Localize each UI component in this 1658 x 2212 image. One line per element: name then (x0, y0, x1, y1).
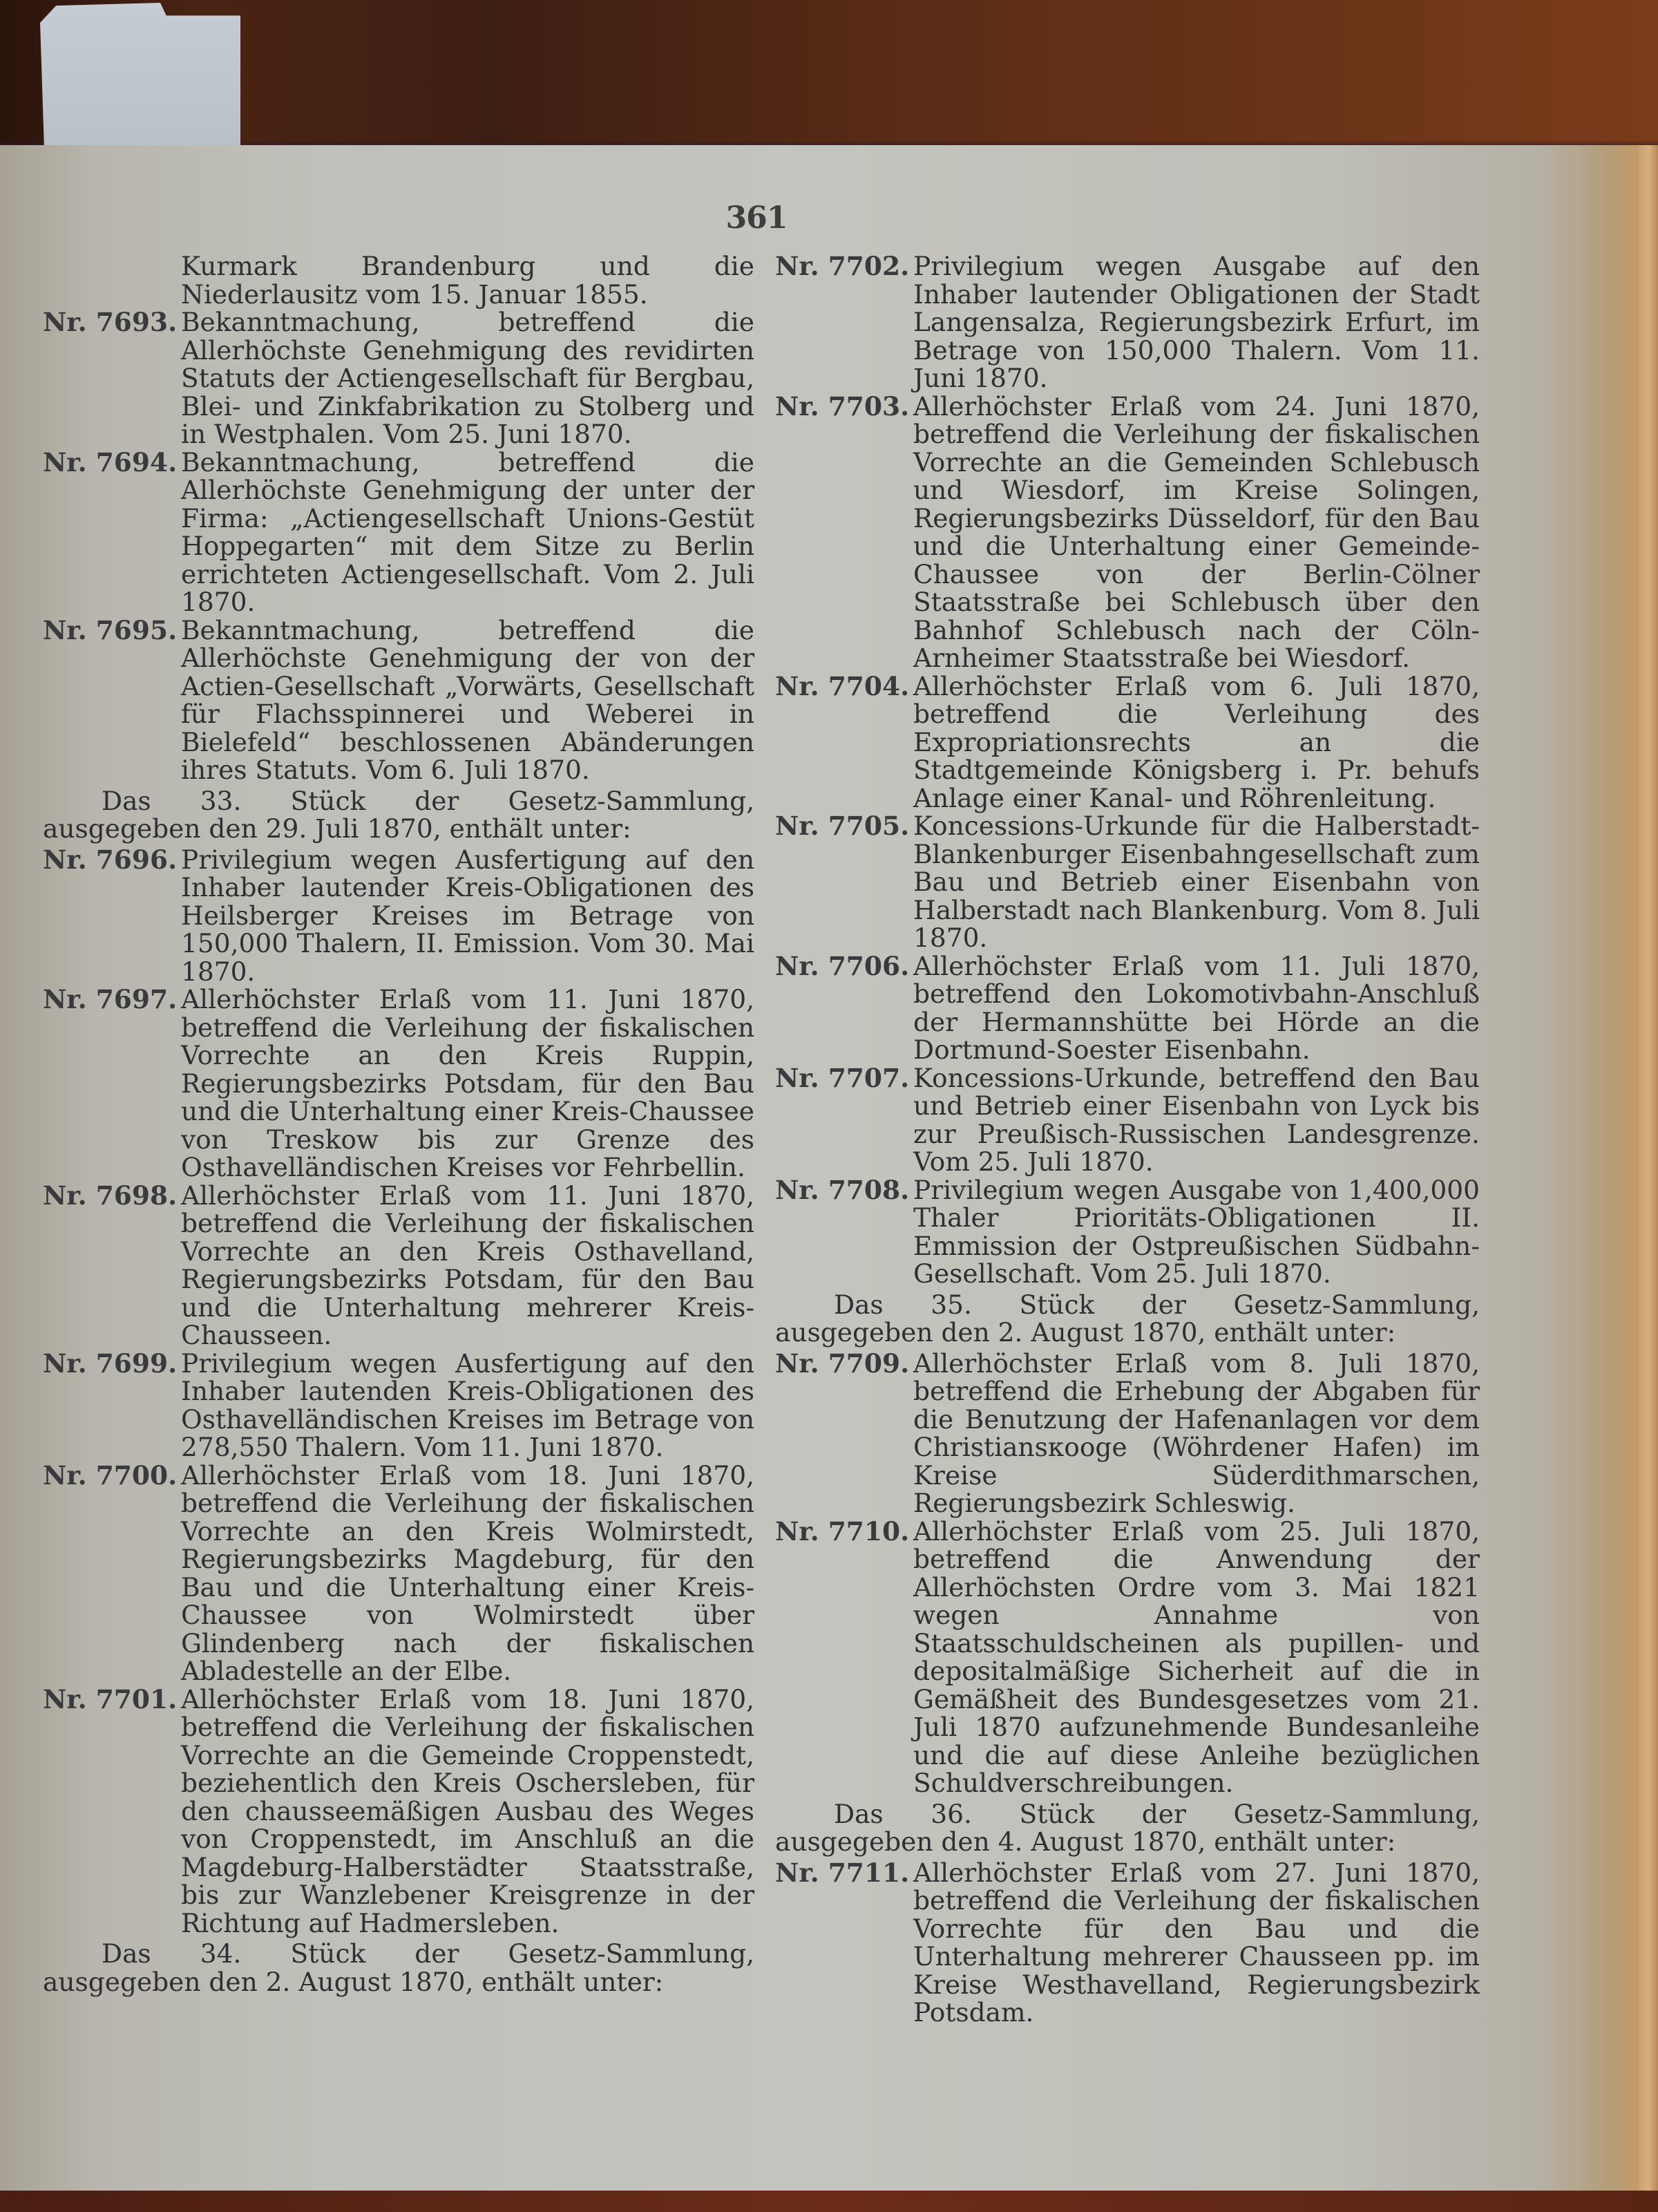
entry-text: Allerhöchster Erlaß vom 11. Juli 1870, betreffend den Lokomotivbahn-Anschluß der Hermannshütte bei Hörde an die Dortmund-Soester Eisenbahn. (913, 950, 1480, 1065)
law-entry (43, 448, 754, 616)
law-entry (775, 390, 1480, 673)
entry-number: Nr. 7702. (775, 251, 910, 281)
entry-text: Privilegium wegen Ausfertigung auf den Inhaber lautenden Kreis-Obligationen des Osthavelländischen Kreises im Betrage von 278,550 Thalern. Vom 11. Juni 1870. (181, 1348, 754, 1462)
entry-number: Nr. 7699. (43, 1348, 178, 1379)
law-entry (43, 846, 754, 986)
law-entry (43, 616, 754, 784)
entry-number: Nr. 7695. (43, 614, 178, 645)
entry-number: Nr. 7711. (775, 1857, 910, 1888)
right-column-entries (775, 252, 1480, 2027)
entry-number: Nr. 7698. (43, 1180, 178, 1211)
entry-number: Nr. 7708. (775, 1174, 910, 1205)
entry-number: Nr. 7701. (43, 1683, 178, 1714)
entry-text: Koncessions-Urkunde für die Halberstadt-Blankenburger Eisenbahngesellschaft zum Bau und Betrieb einer Eisenbahn von Halberstadt nach Blankenburg. Vom 8. Juli 1870. (913, 811, 1480, 953)
law-entry (43, 1350, 754, 1462)
issue-announcement: Das 35. Stück der Gesetz-Sammlung, ausgegeben den 2. August 1870, enthält unter: (775, 1289, 1480, 1348)
law-entry (43, 1685, 754, 1938)
entry-number: Nr. 7709. (775, 1348, 910, 1379)
entry-text: Allerhöchster Erlaß vom 18. Juni 1870, betreffend die Verleihung der fiskalischen Vorrechte an die Gemeinde Croppenstedt, beziehentlich den Kreis Oschersleben, für den chausseemäßigen Ausbau des Weges von Croppenstedt, im Anschluß an die Magdeburg-Halberstädter Staatsstraße, bis zur Wanzlebener Kreisgrenze in der Richtung auf Hadmersleben. (181, 1683, 754, 1938)
law-entry (775, 1515, 1480, 1798)
entry-text: Allerhöchster Erlaß vom 24. Juni 1870, betreffend die Verleihung der fiskalischen Vorrechte an die Gemeinden Schlebusch und Wiesdorf, im Kreise Solingen, Regierungsbezirks Düsseldorf, für den Bau und die Unterhaltung einer Gemeinde-Chaussee von der Berlin-Cölner Staatsstraße bei Schlebusch über den Bahnhof Schlebusch nach der Cöln-Arnheimer Staatsstraße bei Wiesdorf. (913, 390, 1480, 673)
law-entry (775, 1176, 1480, 1288)
right-column (775, 252, 1480, 2027)
issue-announcement: Das 36. Stück der Gesetz-Sammlung, ausgegeben den 4. August 1870, enthält unter: (775, 1798, 1480, 1857)
entry-text: Bekanntmachung, betreffend die Allerhöchste Genehmigung der unter der Firma: „Actiengesellschaft Unions-Gestüt Hoppegarten“ mit dem Sitze zu Berlin errichteten Actiengesellschaft. Vom 2. Juli 1870. (181, 446, 754, 617)
left-column (43, 252, 754, 1998)
law-entry (775, 952, 1480, 1064)
law-entry (43, 985, 754, 1182)
entry-text: Allerhöchster Erlaß vom 25. Juli 1870, betreffend die Anwendung der Allerhöchsten Ordre vom 3. Mai 1821 wegen Annahme von Staatsschuldscheinen als pupillen- und depositalmäßige Sicherheit auf die in Gemäßheit des Bundesgesetzes vom 21. Juli 1870 aufzunehmende Bundesanleihe und die auf diese Anleihe bezüglichen Schuldverschreibungen. (913, 1515, 1480, 1798)
entry-number: Nr. 7696. (43, 844, 178, 875)
entry-number: Nr. 7707. (775, 1062, 910, 1093)
entry-number: Nr. 7693. (43, 307, 178, 337)
entry-text: Bekanntmachung, betreffend die Allerhöchste Genehmigung der von der Actien-Gesellschaft „Vorwärts, Gesellschaft für Flachsspinnerei und Weberei in Bielefeld“ beschlossenen Abänderungen ihres Statuts. Vom 6. Juli 1870. (181, 614, 754, 785)
entry-number: Nr. 7700. (43, 1459, 178, 1491)
issue-announcement: Das 34. Stück der Gesetz-Sammlung, ausgegeben den 2. August 1870, enthält unter: (43, 1938, 754, 1997)
entry-number: Nr. 7694. (43, 446, 178, 478)
entry-text: Bekanntmachung, betreffend die Allerhöchste Genehmigung des revidirten Statuts der Actiengesellschaft für Bergbau, Blei- und Zinkfabrikation zu Stolberg und in Westphalen. Vom 25. Juni 1870. (181, 307, 754, 449)
wooden-background-top (0, 0, 1658, 149)
entry-number: Nr. 7705. (775, 811, 910, 841)
entry-text: Privilegium wegen Ausgabe von 1,400,000 Thaler Prioritäts-Obligationen II. Emmission der Ostpreußischen Südbahn-Gesellschaft. Vom 25. Juli 1870. (913, 1174, 1480, 1289)
law-entry (43, 1182, 754, 1350)
entry-number: Nr. 7706. (775, 950, 910, 981)
law-entry (775, 1064, 1480, 1176)
issue-announcement: Das 33. Stück der Gesetz-Sammlung, ausgegeben den 29. Juli 1870, enthält unter: (43, 785, 754, 844)
page-edge (1639, 145, 1658, 2192)
law-entry (775, 252, 1480, 393)
entry-number: Nr. 7710. (775, 1515, 910, 1547)
entry-text: Allerhöchster Erlaß vom 8. Juli 1870, betreffend die Erhebung der Abgaben für die Benutzung der Hafenanlagen vor dem Christiansкooge (Wöhrdener Hafen) im Kreise Süderdithmarschen, Regierungsbezirk Schleswig. (913, 1348, 1480, 1518)
law-entry (775, 1350, 1480, 1518)
law-entry (775, 1859, 1480, 2027)
law-entry (775, 672, 1480, 813)
wooden-background-bottom (0, 2191, 1658, 2212)
law-entry (43, 308, 754, 448)
page-number: 361 (725, 200, 788, 236)
entry-text: Privilegium wegen Ausfertigung auf den Inhaber lautender Kreis-Obligationen des Heilsberger Kreises im Betrage von 150,000 Thalern, II. Emission. Vom 30. Mai 1870. (181, 844, 754, 987)
entry-text: Allerhöchster Erlaß vom 11. Juni 1870, betreffend die Verleihung der fiskalischen Vorrechte an den Kreis Osthavelland, Regierungsbezirks Potsdam, für den Bau und die Unterhaltung mehrerer Kreis-Chausseen. (181, 1180, 754, 1350)
entry-text: Allerhöchster Erlaß vom 18. Juni 1870, betreffend die Verleihung der fiskalischen Vorrechte an den Kreis Wolmirstedt, Regierungsbezirks Magdeburg, für den Bau und die Unterhaltung einer Kreis-Chaussee von Wolmirstedt über Glindenberg nach der fiskalischen Abladestelle an der Elbe. (181, 1459, 754, 1686)
entry-number: Nr. 7704. (775, 670, 910, 701)
entry-text: Allerhöchster Erlaß vom 27. Juni 1870, betreffend die Verleihung der fiskalischen Vorrechte für den Bau und die Unterhaltung mehrerer Chausseen pp. im Kreise Westhavelland, Regierungsbezirk Potsdam. (913, 1857, 1480, 2027)
left-column-entries (43, 308, 754, 1996)
entry-text: Privilegium wegen Ausgabe auf den Inhaber lautender Obligationen der Stadt Langensalza, Regierungsbezirk Erfurt, im Betrage von 150,000 Thalern. Vom 11. Juni 1870. (913, 251, 1480, 393)
entry-number: Nr. 7703. (775, 390, 910, 422)
entry-text: Koncessions-Urkunde, betreffend den Bau und Betrieb einer Eisenbahn von Lyck bis zur Preußisch-Russischen Landesgrenze. Vom 25. Juli 1870. (913, 1062, 1480, 1177)
law-entry (775, 812, 1480, 952)
continuation-text: Kurmark Brandenburg und die Niederlausitz vom 15. Januar 1855. (181, 251, 754, 310)
entry-text: Allerhöchster Erlaß vom 11. Juni 1870, betreffend die Verleihung der fiskalischen Vorrechte an den Kreis Ruppin, Regierungsbezirks Potsdam, für den Bau und die Unterhaltung einer Kreis-Chaussee von Treskow bis zur Grenze des Osthavelländischen Kreises vor Fehrbellin. (181, 984, 754, 1182)
law-entry (43, 1459, 754, 1686)
entry-text: Allerhöchster Erlaß vom 6. Juli 1870, betreffend die Verleihung des Expropriationsrechts an die Stadtgemeinde Königsberg i. Pr. behufs Anlage einer Kanal- und Röhrenleitung. (913, 670, 1480, 813)
paper-slip-marker (40, 3, 240, 145)
entry-number: Nr. 7697. (43, 984, 178, 1014)
